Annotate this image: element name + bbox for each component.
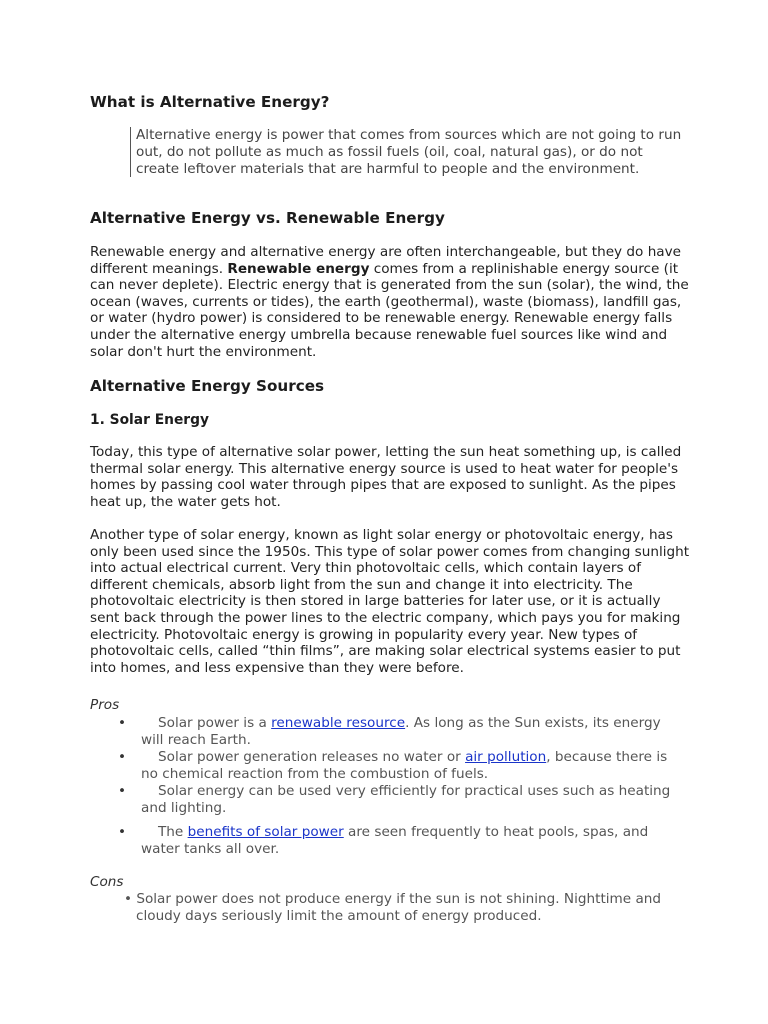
section-heading-sources: Alternative Energy Sources (90, 377, 325, 395)
pros-list (118, 715, 680, 858)
solar-energy-heading: 1. Solar Energy (90, 412, 209, 428)
renewable-paragraph (90, 244, 690, 360)
pros-label: Pros (90, 697, 120, 713)
photovoltaic-paragraph: Another type of solar energy, known as light solar energy or photovoltaic energy, has only been used since the 1950s. This type of solar power comes from changing sunlight into actual electrical current. Very thin photovoltaic cells, which contain layers of different chemicals, absorb light from the sun and change it into electricity. The photovoltaic electricity is then stored in large batteries for later use, or it is actually sent back through the power lines to the electric company, which pays you for making electricity. Photovoltaic energy is growing in popularity every year. New types of photovoltaic cells, called “thin films”, are making solar electrical systems easier to put into homes, and less expensive than they were before. (90, 527, 690, 676)
air-pollution-link[interactable]: air pollution (465, 749, 547, 765)
list-item: • The benefits of solar power are seen frequently to heat pools, spas, and water tanks all over. (118, 824, 649, 857)
section-heading-vs: Alternative Energy vs. Renewable Energy (90, 209, 445, 227)
bullet-icon: • (118, 749, 127, 765)
list-item: • Solar energy can be used very efficiently for practical uses such as heating and lighting. (118, 783, 671, 816)
benefits-of-solar-power-link[interactable]: benefits of solar power (187, 824, 344, 840)
cons-item: • Solar power does not produce energy if the sun is not shining. Nighttime and cloudy days seriously limit the amount of energy produced. (124, 891, 662, 924)
page-title: What is Alternative Energy? (90, 93, 330, 111)
bullet-icon: • (118, 824, 127, 840)
renewable-resource-link[interactable]: renewable resource (271, 715, 406, 731)
cons-label: Cons (90, 874, 124, 890)
list-item: • Solar power generation releases no water or air pollution, because there is no chemical reaction from the combustion of fuels. (118, 749, 668, 782)
renewable-bold-term: Renewable energy (227, 260, 370, 277)
renewable-text-after: comes from a replinishable energy source (it can never deplete). Electric energy that is generated from the sun (solar), the wind, the ocean (waves, currents or tides), the earth (geothermal), waste (biomass), landfill gas, or water (hydro power) is considered to be renewable energy. Renewable energy falls under the alternative energy umbrella because renewable fuel sources like wind and solar don't hurt the environment. (90, 260, 689, 360)
renewable-text-before: Renewable energy and alternative energy are often interchangeable, but they do have different meanings. (90, 244, 682, 277)
bullet-icon: • (118, 783, 127, 799)
definition-quote: Alternative energy is power that comes from sources which are not going to run out, do not pollute as much as fossil fuels (oil, coal, natural gas), or do not create leftover materials that are harmful to people and the environment. (130, 127, 688, 177)
bullet-icon: • (118, 715, 127, 731)
thermal-solar-paragraph: Today, this type of alternative solar power, letting the sun heat something up, is called thermal solar energy. This alternative energy source is used to heat water for people's homes by passing cool water through pipes that are exposed to sunlight. As the pipes heat up, the water gets hot. (90, 444, 682, 510)
list-item: • Solar power is a renewable resource. As long as the Sun exists, its energy will reach Earth. (118, 715, 661, 748)
